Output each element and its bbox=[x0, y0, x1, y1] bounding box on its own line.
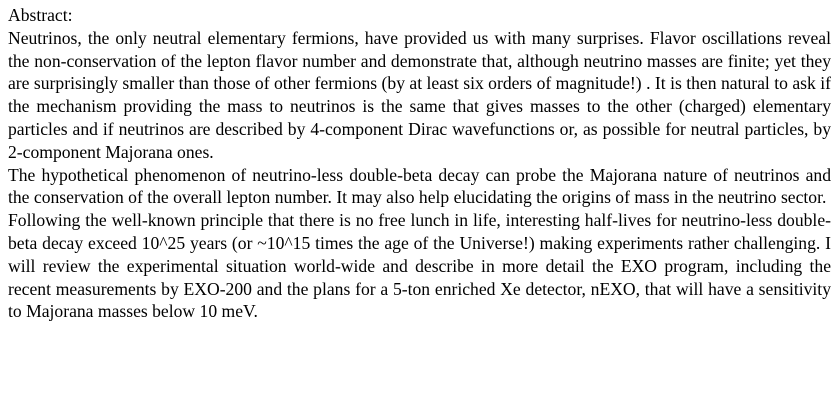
abstract-paragraph-1: Neutrinos, the only neutral elementary fermions, have provided us with many surprises. Flavor oscillations reveal the non-conservation of the lepton flavor number and demonstrate that, although neutrino masses are finite; yet they are surprisingly smaller than those of other fermions (by at least six orders of magnitude!) . It is then natural to ask if the mechanism providing the mass to neutrinos is the same that gives masses to the other (charged) elementary particles and if neutrinos are described by 4-component Dirac wavefunctions or, as possible for neutral particles, by 2-component Majorana ones. bbox=[8, 27, 831, 162]
abstract-heading: Abstract: bbox=[8, 5, 73, 25]
abstract-paragraph-2: The hypothetical phenomenon of neutrino-less double-beta decay can probe the Majorana nature of neutrinos and the conservation of the overall lepton number. It may also help elucidating the origins of mass in the neutrino sector. bbox=[8, 164, 831, 208]
abstract-paragraph-3: Following the well-known principle that there is no free lunch in life, interesting half-lives for neutrino-less double-beta decay exceed 10^25 years (or ~10^15 times the age of the Universe!) making experiments rather challenging. I will review the experimental situation world-wide and describe in more detail the EXO program, including the recent measurements by EXO-200 and the plans for a 5-ton enriched Xe detector, nEXO, that will have a sensitivity to Majorana masses below 10 meV. bbox=[8, 210, 831, 322]
